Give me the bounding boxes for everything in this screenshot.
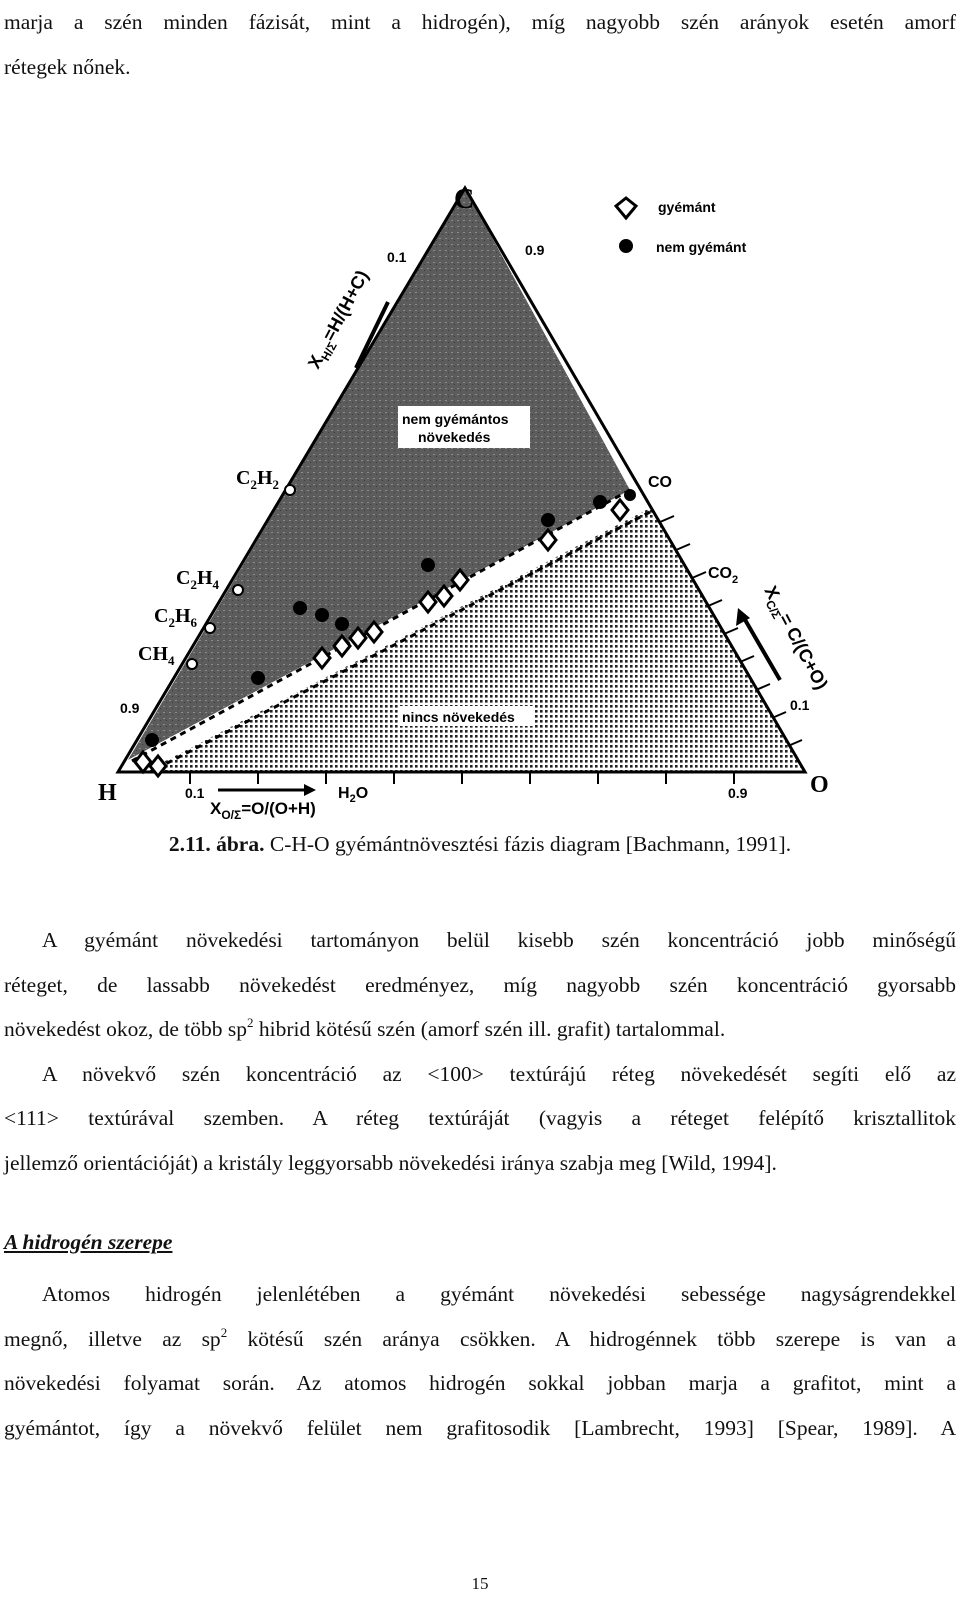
non-diamond-legend-icon <box>619 239 633 253</box>
text-line: A növekvő szén koncentráció az <100> textúrájú réteg növekedését segíti elő az <box>42 1061 956 1086</box>
region-label-non-diamond: nem gyémántos <box>402 411 509 427</box>
text-line: réteget, de lassabb növekedést eredményez, míg nagyobb szén koncentráció gyorsabb <box>4 972 956 997</box>
compound-marker <box>187 659 197 669</box>
vertex-label-o: O <box>810 772 829 798</box>
figure-caption <box>0 822 960 866</box>
text-line: rétegek nőnek. <box>4 54 131 79</box>
text-line: növekedést okoz, de több $sp^2$ hibrid kötésű szén (amorf szén ill. grafit) tartalommal. <box>4 1015 726 1041</box>
tick-label: 0.1 <box>185 785 205 801</box>
caption-text: C-H-O gyémántnövesztési fázis diagram [Bachmann, 1991]. <box>264 832 792 856</box>
text-line: növekedési folyamat során. Az atomos hidrogén sokkal jobban marja a grafitot, mint a <box>4 1371 956 1395</box>
text-line: jellemző orientációját) a kristály leggyorsabb növekedési iránya szabja meg [Wild, 1994]. <box>4 1150 777 1175</box>
page-number: 15 <box>471 1574 489 1593</box>
axis-label-bottom: $X_{O/\Sigma}=O/(O+H)$ <box>210 799 316 822</box>
data-point <box>293 601 307 615</box>
paragraph-3 <box>4 1272 956 1450</box>
data-point <box>251 671 265 685</box>
compound-label-co: CO <box>648 474 672 491</box>
compound-marker <box>233 585 243 595</box>
axis-label-right <box>757 582 832 694</box>
vertex-label-c: C <box>454 184 475 215</box>
top-paragraph <box>4 0 956 89</box>
legend <box>616 198 747 255</box>
compound-label-c2h6: $C_2H_6$ <box>154 605 198 630</box>
region-label-no-growth: nincs növekedés <box>402 709 515 725</box>
caption-label: 2.11. ábra. <box>168 832 265 856</box>
text-line: marja a szén minden fázisát, mint a hidrogén), míg nagyobb szén arányok esetén amorf <box>4 10 956 34</box>
text-line: gyémántot, így a növekvő felület nem grafitosodik [Lambrecht, 1993] [Spear, 1989]. A <box>4 1415 956 1440</box>
compound-label-c2h2: $C_2H_2$ <box>236 467 280 492</box>
data-point <box>315 608 329 622</box>
section-heading: A hidrogén szerepe <box>4 1230 173 1254</box>
data-point <box>624 489 636 501</box>
ternary-phase-diagram <box>0 100 960 900</box>
compound-label-h2o: $H_2O$ <box>338 785 369 805</box>
svg-text:XC/Σ= C/(C+O): $X_{C/\Sigma}= C/(C+O)$ <box>760 582 832 693</box>
tick-label: 0.1 <box>387 249 407 265</box>
compound-label-ch4: $CH_4$ <box>138 643 175 668</box>
compound-label-c2h4: $C_2H_4$ <box>176 567 220 592</box>
right-axis-arrow <box>744 618 780 680</box>
legend-label-diamond: gyémánt <box>658 199 716 215</box>
compound-marker <box>285 485 295 495</box>
data-point <box>335 617 349 631</box>
diamond-legend-icon <box>616 198 636 218</box>
svg-text:XH/Σ=H/(H+C): $X_{H/\Sigma}=H/(H+C)$ <box>303 266 373 372</box>
region-label-non-diamond: növekedés <box>418 429 491 445</box>
data-point <box>421 558 435 572</box>
tick-label: 0.1 <box>790 697 810 713</box>
legend-label-non-diamond: nem gyémánt <box>656 239 747 255</box>
bottom-axis-arrowhead <box>304 784 316 796</box>
data-point <box>593 495 607 509</box>
tick-label: 0.9 <box>120 700 140 716</box>
text-line: A gyémánt növekedési tartományon belül kisebb szén koncentráció jobb minőségű <box>42 928 956 952</box>
compound-marker <box>205 623 215 633</box>
text-line: megnő, illetve az $sp^2$ kötésű szén aránya csökken. A hidrogénnek több szerepe is van a <box>4 1324 957 1351</box>
vertex-label-h: H <box>98 780 117 806</box>
tick-label: 0.9 <box>728 785 748 801</box>
compound-label-co2: $CO_2$ <box>708 565 739 586</box>
data-point <box>541 513 555 527</box>
tick-label: 0.9 <box>525 242 545 258</box>
data-point <box>145 733 159 747</box>
text-line: Atomos hidrogén jelenlétében a gyémánt növekedési sebessége nagyságrendekkel <box>42 1282 956 1306</box>
paragraph-2 <box>4 918 956 1185</box>
bottom-edge-ticks <box>190 772 734 784</box>
text-line: <111> textúrával szemben. A réteg textúráját (vagyis a réteget felépítő krisztallitok <box>4 1106 956 1130</box>
